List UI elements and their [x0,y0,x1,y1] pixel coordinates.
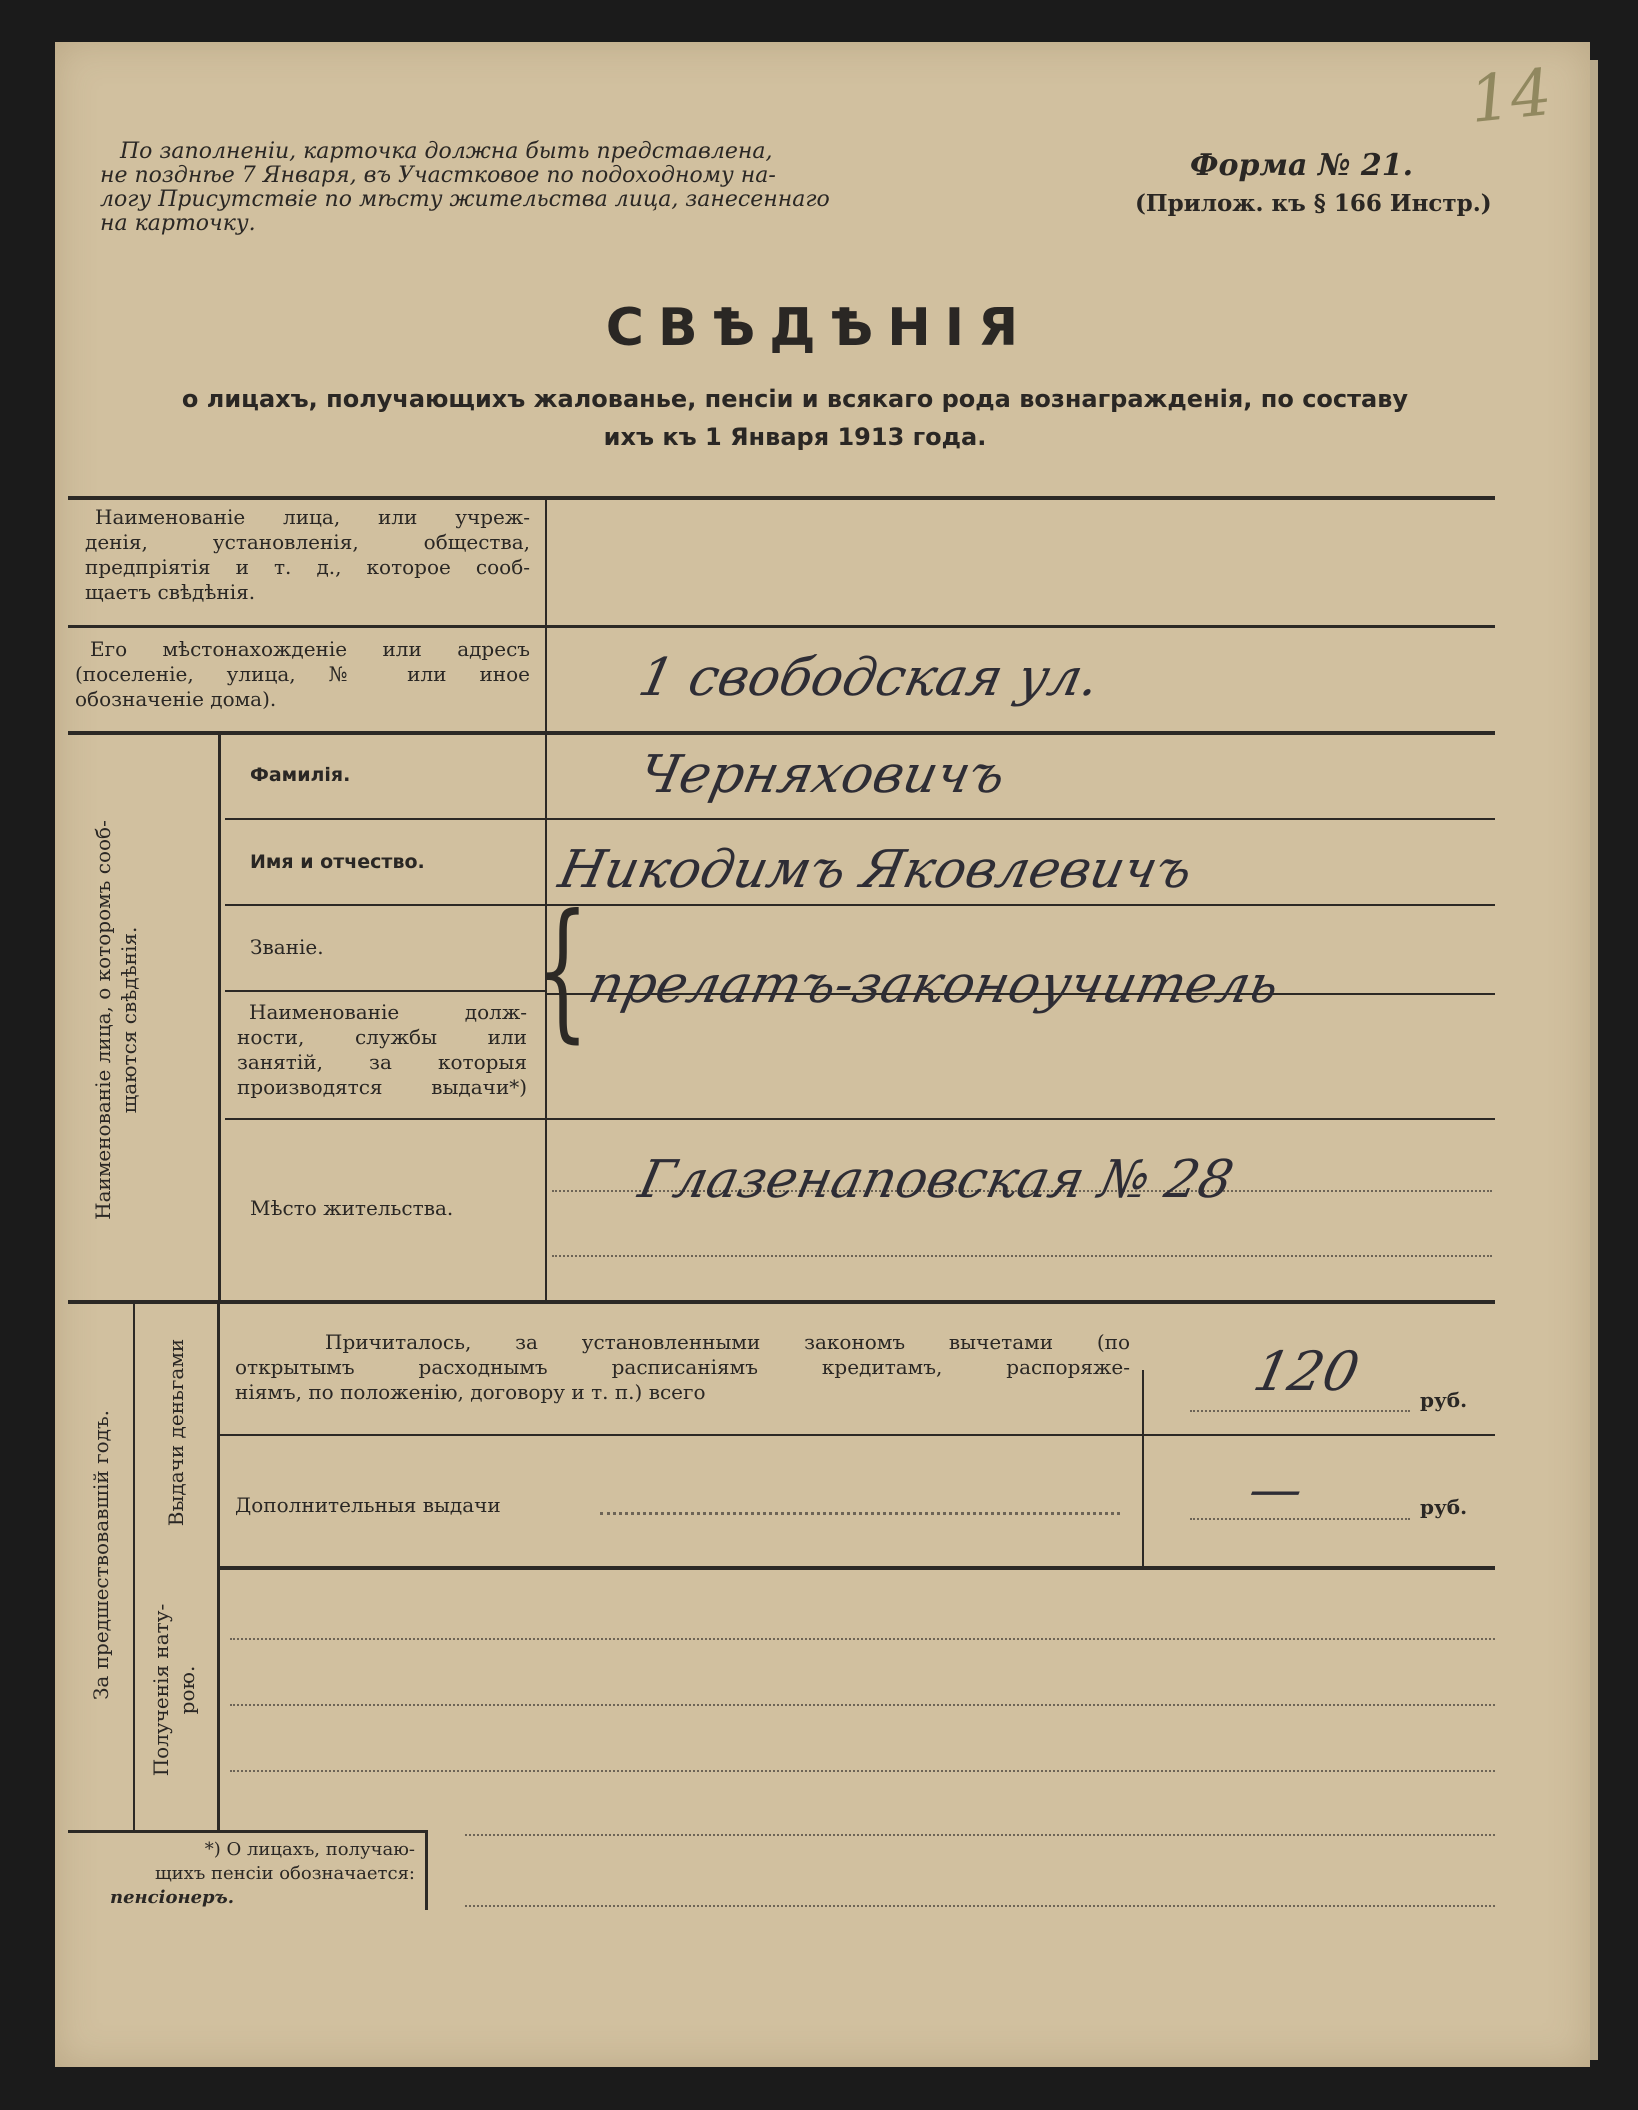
dotted-rule [230,1704,1495,1706]
instruction-line: По заполненіи, карточка должна быть представлена, [120,139,773,164]
instruction-line: не позднѣе 7 Января, въ Участковое по подоходному на- [100,163,776,188]
section-rule [220,1566,1495,1570]
dotted-rule [465,1905,1495,1907]
instruction-text [100,140,860,236]
institution-label: Наименованіе лица, или учреж- денія, установленія, общества, предпріятія и т. д., которое сооб- щаетъ свѣдѣнія. [85,505,530,604]
leader-dots [600,1512,1120,1515]
column-divider [1142,1370,1144,1566]
rank-position-value: прелатъ-законоучитель [583,955,1285,1015]
period-label: За предшествовавшій годъ. [89,1409,113,1701]
additional-payments-label: Дополнительныя выдачи [235,1493,501,1517]
surname-label: Фамилія. [250,764,351,786]
residence-value: Глазенаповская № 28 [633,1150,1239,1210]
subtitle-line: о лицахъ, получающихъ жалованье, пенсіи и всякаго рода вознагражденія, по составу [181,385,1409,413]
paper-edge [1590,60,1598,2060]
residence-label: Мѣсто жительства. [250,1196,454,1220]
row-rule [68,625,1495,628]
dotted-rule [230,1638,1495,1640]
brace-glyph: { [536,883,589,1057]
subtitle-line: ихъ къ 1 Января 1913 года. [603,423,987,451]
row-rule [225,1118,1495,1120]
column-divider [218,735,221,1300]
additional-payments-value: — [1243,1460,1309,1520]
person-group-label: Наименованіе лица, о которомъ сооб- щаются свѣдѣнія. [91,820,141,1220]
row-rule [225,990,545,992]
column-divider [133,1304,135,1830]
column-divider [425,1830,428,1910]
dotted-rule [465,1834,1495,1836]
surname-value: Черняховичъ [633,745,1011,805]
table-top-rule [68,496,1495,500]
section-rule [68,1300,1495,1304]
row-rule [225,818,1495,820]
dotted-rule [230,1770,1495,1772]
amount-due-label: Причиталось, за установленными закономъ вычетами (по открытымъ расходнымъ расписаніямъ кредитамъ, распоряже- ніямъ, по положенію, договору и т. п.) всего [235,1330,1130,1404]
row-rule [220,1434,1495,1436]
instruction-line: на карточку. [100,211,256,236]
in-kind-label: Полученія нату- рою. [149,1603,199,1777]
address-label: Его мѣстонахожденіе или адресъ (поселеніе, улица, № или иное обозначеніе дома). [75,637,530,711]
row-rule [68,731,1495,735]
amount-due-value: 120 [1248,1340,1365,1403]
footnote-rule [68,1830,428,1833]
position-label: Наименованіе долж- ности, службы или занятій, за которыя производятся выдачи*) [237,1000,527,1099]
column-divider [217,1304,220,1830]
name-patronymic-label: Имя и отчество. [250,851,425,873]
rank-label: Званіе. [250,935,324,959]
document-title: СВѢДѢНІЯ [605,298,1033,358]
institution-value [560,540,1480,600]
dotted-rule [1190,1410,1410,1412]
cash-group-label: Выдачи деньгами [164,1338,188,1527]
dotted-rule [552,1255,1492,1257]
footnote: *) О лицахъ, получаю- щихъ пенсіи обозначается: пенсіонеръ. [110,1839,415,1908]
archive-mark: 14 [1466,55,1556,139]
address-value: 1 свободская ул. [633,648,1105,708]
row-rule [225,904,1495,906]
dotted-rule [1190,1518,1410,1520]
document-subtitle [70,385,1520,451]
form-reference: (Прилож. къ § 166 Инстр.) [1135,190,1492,217]
instruction-line: логу Присутствіе по мѣсту жительства лица, занесеннаго [100,187,830,212]
amount-due-currency: руб. [1420,1388,1468,1412]
name-patronymic-value: Никодимъ Яковлевичъ [553,840,1198,900]
form-number: Форма № 21. [1190,148,1414,183]
additional-payments-currency: руб. [1420,1495,1468,1519]
